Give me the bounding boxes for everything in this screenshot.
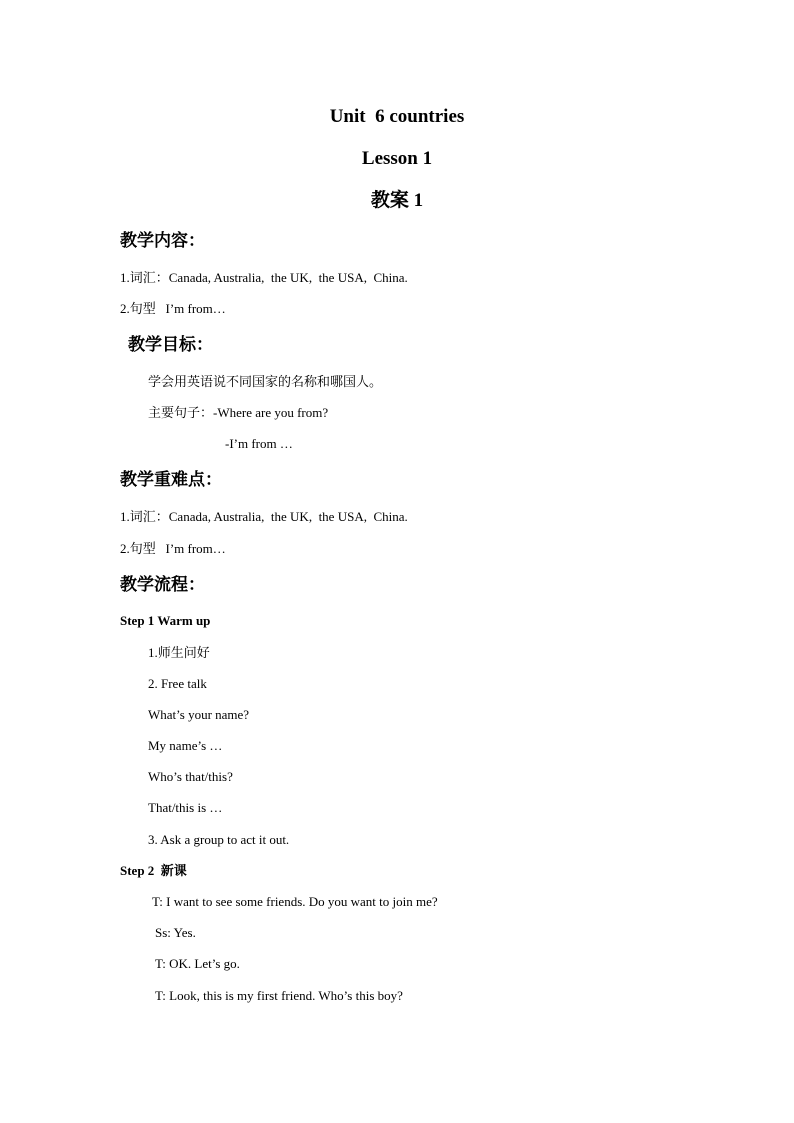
step1-item: My name’s …	[148, 738, 223, 753]
key-points-vocabulary: 1.词汇：Canada, Australia, the UK, the USA, China.	[120, 509, 408, 524]
lesson-title: Lesson 1	[361, 148, 433, 169]
content-vocabulary: 1.词汇：Canada, Australia, the UK, the USA, China.	[120, 270, 408, 285]
step1-item: That/this is …	[148, 800, 223, 815]
unit-title: Unit 6 countries	[329, 106, 465, 127]
step2-item: Ss: Yes.	[155, 925, 196, 940]
content-heading: 教学内容：	[120, 231, 205, 251]
step2-item: T: I want to see some friends. Do you want to join me?	[152, 894, 438, 909]
step1-item: What’s your name?	[148, 707, 250, 722]
step2-title: Step 2 新课	[120, 863, 187, 878]
lesson-plan-title: 教案 1	[370, 190, 424, 211]
step2-item: T: Look, this is my first friend. Who’s this boy?	[155, 988, 403, 1003]
objectives-answer-sentence: -I’m from …	[225, 436, 293, 451]
step1-item: Who’s that/this?	[148, 769, 233, 784]
step2-item: T: OK. Let’s go.	[155, 956, 240, 971]
process-heading: 教学流程：	[120, 575, 205, 595]
step1-item: 1.师生问好	[148, 645, 210, 660]
step1-title: Step 1 Warm up	[120, 613, 211, 628]
key-points-sentence-pattern: 2.句型 I’m from…	[120, 541, 226, 556]
step1-item: 2. Free talk	[148, 676, 207, 691]
step1-item: 3. Ask a group to act it out.	[148, 832, 290, 847]
objectives-goal: 学会用英语说不同国家的名称和哪国人。	[148, 374, 383, 389]
objectives-main-sentence: 主要句子：-Where are you from?	[148, 405, 329, 420]
key-points-heading: 教学重难点：	[120, 470, 222, 490]
content-sentence-pattern: 2.句型 I’m from…	[120, 301, 226, 316]
objectives-heading: 教学目标：	[128, 335, 213, 355]
